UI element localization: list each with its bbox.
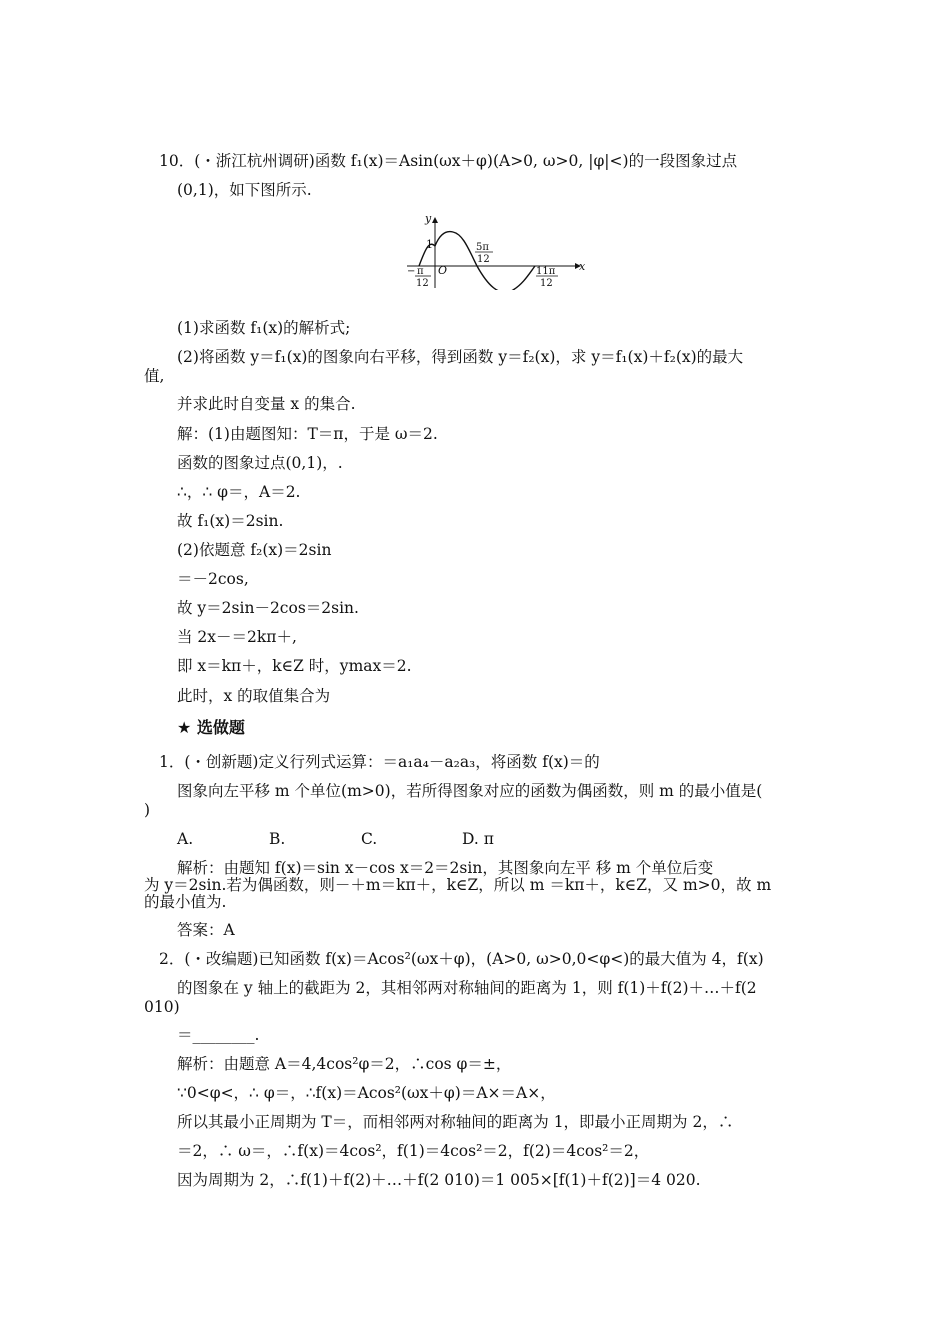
option-a: A. [177,830,194,848]
solution10-line7: 故 y＝2sin－2cos＝2sin. [177,599,359,617]
eleven-pi-numerator: 11π [536,266,556,277]
problem2-line1: 2．(・改编题)已知函数 f(x)＝Acos²(ωx＋φ)，(A>0, ω>0,0<φ<)的最大值为 4，f(x) [159,950,764,968]
answer1: 答案：A [177,921,235,939]
solution10-line2: 函数的图象过点(0,1)，. [177,454,343,472]
option-b: B. [269,830,286,848]
solution10-line9: 即 x＝kπ＋，k∈Z 时，ymax＝2. [177,657,412,675]
eleven-pi-denominator: 12 [540,278,553,289]
five-pi-numerator: 5π [476,242,489,253]
problem2-line3: 010) [144,998,180,1016]
one-label: 1 [426,238,433,251]
five-pi-denominator: 12 [477,254,490,265]
solution10-line8: 当 2x－＝2kπ＋, [177,628,297,646]
problem1-line3: ) [144,801,151,819]
solution2-line1: 解析：由题意 A＝4,4cos²φ＝2，∴cos φ＝±， [177,1055,512,1073]
solution2-line5: 因为周期为 2，∴f(1)＋f(2)＋…＋f(2 010)＝1 005×[f(1)＋f(2)]＝4 020. [177,1171,701,1189]
problem10-q2-set: 并求此时自变量 x 的集合. [177,395,356,413]
option-d: D. π [462,830,494,848]
problem10-q1: (1)求函数 f₁(x)的解析式; [177,319,351,337]
problem1-line1: 1．(・创新题)定义行列式运算：＝a₁a₄－a₂a₃，将函数 f(x)＝的 [159,753,600,771]
solution10-line6: ＝－2cos, [177,570,249,588]
y-axis-arrow [432,217,438,223]
neg-pi-denominator: 12 [416,278,429,289]
section-title: ★ 选做题 [177,718,245,737]
problem10-line2: (0,1)，如下图所示. [177,181,312,199]
solution10-line3: ∴，∴ φ＝，A＝2. [177,483,301,501]
problem10-line1: 10．(・浙江杭州调研)函数 f₁(x)＝Asin(ωx＋φ)(A>0, ω>0, |φ|<)的一段图象过点 [159,152,738,170]
neg-sign: − [407,266,416,277]
problem1-line2: 图象向左平移 m 个单位(m>0)，若所得图象对应的函数为偶函数，则 m 的最小值是( [177,782,763,800]
problem2-blank: ＝________. [177,1026,260,1044]
sine-graph [405,210,585,290]
option-c: C. [361,830,378,848]
solution10-line4: 故 f₁(x)＝2sin. [177,512,284,530]
solution1-line3: 的最小值为. [144,893,227,911]
solution1-line1: 解析：由题知 f(x)＝sin x－cos x＝2＝2sin，其图象向左平 移 m 个单位后变 [177,859,714,877]
solution10-line10: 此时，x 的取值集合为 [177,687,331,705]
solution10-line1: 解：(1)由题图知：T＝π，于是 ω＝2. [177,425,438,443]
solution2-line2: ∵0<φ<，∴ φ＝，∴f(x)＝Acos²(ωx＋φ)＝A×＝A×， [177,1084,556,1102]
problem2-line2: 的图象在 y 轴上的截距为 2，其相邻两对称轴间的距离为 1，则 f(1)＋f(2)＋…＋f(2 [177,979,757,997]
solution1-line2: 为 y＝2sin.若为偶函数，则－＋m＝kπ＋，k∈Z，所以 m ＝kπ＋，k∈Z，又 m>0，故 m [144,876,772,894]
neg-pi-numerator: π [417,266,424,277]
problem10-q2-cont: 值, [144,367,165,385]
origin-label: O [438,264,448,277]
solution2-line3: 所以其最小正周期为 T＝，而相邻两对称轴间的距离为 1，即最小正周期为 2，∴ [177,1113,734,1131]
solution10-line5: (2)依题意 f₂(x)＝2sin [177,541,332,559]
x-axis-label: x [579,260,585,273]
y-axis-label: y [425,212,432,225]
problem10-q2: (2)将函数 y＝f₁(x)的图象向右平移，得到函数 y＝f₂(x)，求 y＝f₁(x)＋f₂(x)的最大 [177,348,744,366]
solution2-line4: ＝2，∴ ω＝，∴f(x)＝4cos²，f(1)＝4cos²＝2，f(2)＝4cos²＝2， [177,1142,650,1160]
